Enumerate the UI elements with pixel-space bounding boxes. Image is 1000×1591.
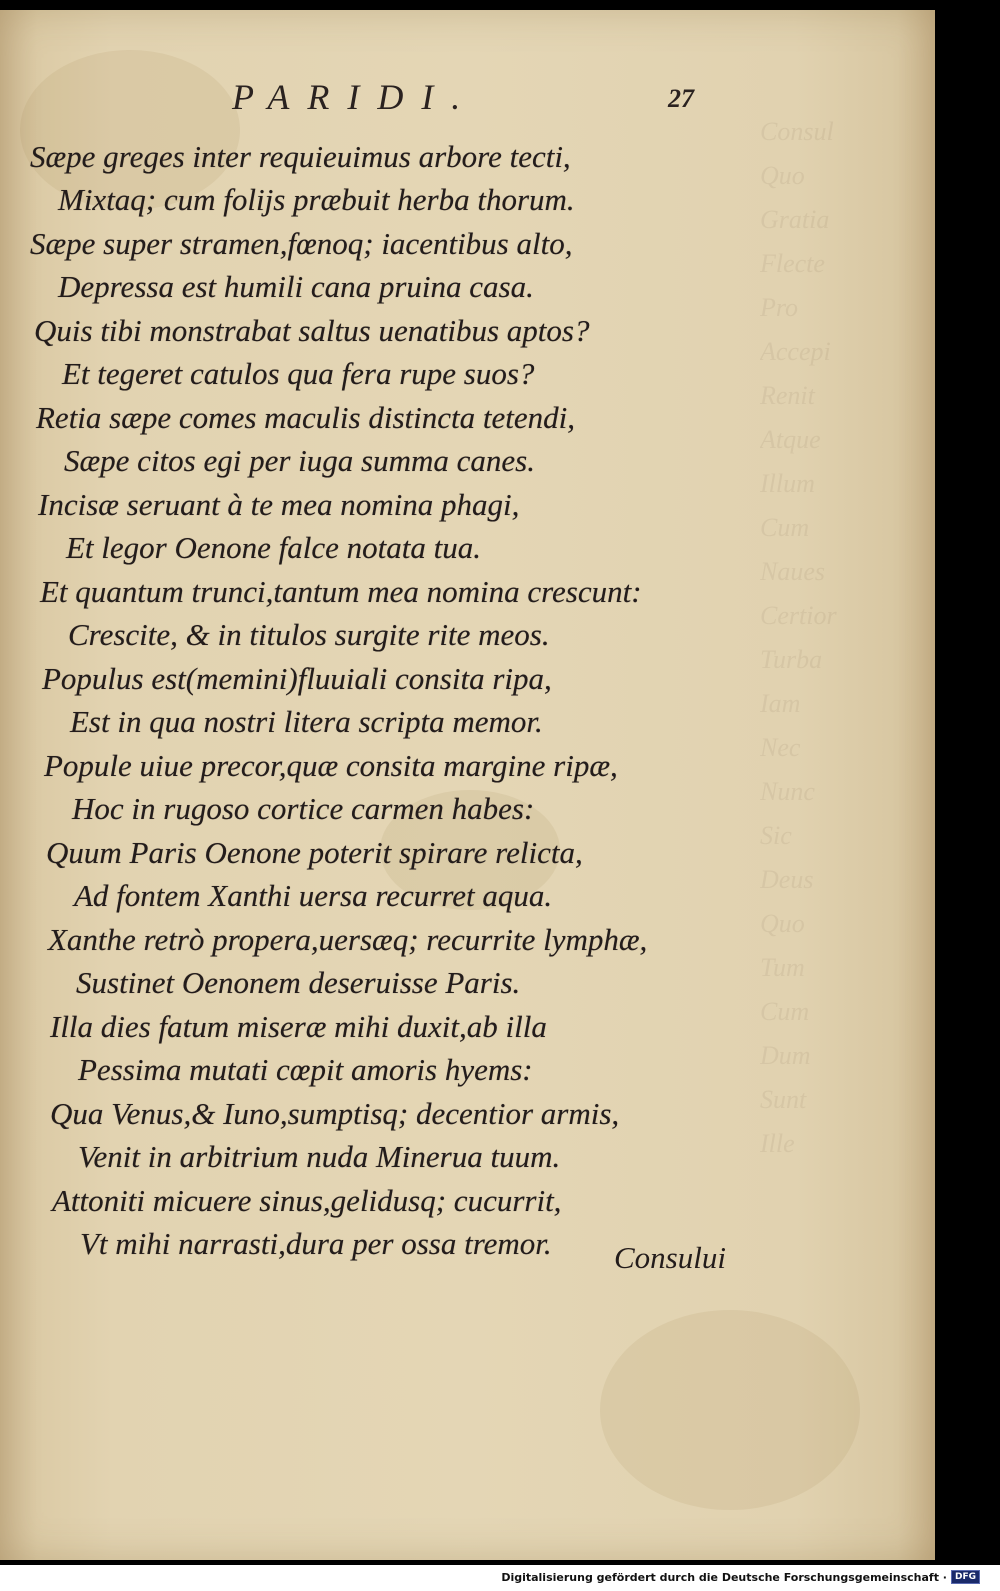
verse-line: Quis tibi monstrabat saltus uenatibus aptos? [34,313,590,348]
verse-line: Xanthe retrò propera,uersæq; recurrite lymphæ, [48,922,648,957]
credit-text: Digitalisierung gefördert durch die Deutsche Forschungsgemeinschaft · [501,1570,947,1584]
verse-line: Sæpe citos egi per iuga summa canes. [64,443,535,478]
running-head: PARIDI. [232,77,479,117]
page-number: 27 [668,84,694,113]
verse-line: Venit in arbitrium nuda Minerua tuum. [78,1139,561,1174]
dfg-logo: DFG [951,1570,980,1584]
verse-line: Attoniti micuere sinus,gelidusq; cucurrit, [52,1183,562,1218]
verse-line: Crescite, & in titulos surgite rite meos. [68,617,550,652]
catchword: Consului [614,1240,726,1275]
verse-line: Pessima mutati cœpit amoris hyems: [78,1052,533,1087]
verse-line: Depressa est humili cana pruina casa. [58,269,534,304]
verse-line: Illa dies fatum miseræ mihi duxit,ab illa [50,1009,547,1044]
verse-line: Ad fontem Xanthi uersa recurret aqua. [74,878,553,913]
verse-line: Sæpe super stramen,fœnoq; iacentibus alto, [30,226,573,261]
verse-line: Et legor Oenone falce notata tua. [66,530,481,565]
verse-line: Sæpe greges inter requieuimus arbore tecti, [30,139,571,174]
verse-line: Retia sæpe comes maculis distincta tetendi, [36,400,575,435]
digitization-credit [501,1570,980,1584]
verse-line: Sustinet Oenonem deseruisse Paris. [76,965,521,1000]
verse-line: Et quantum trunci,tantum mea nomina crescunt: [40,574,642,609]
verse-line: Et tegeret catulos qua fera rupe suos? [62,356,535,391]
verse-line: Vt mihi narrasti,dura per ossa tremor. [80,1226,552,1261]
show-through-texture: Consul Quo Gratia Flecte Pro Accepi Renit Atque Illum Cum Naues Certior Turba Iam Nec Nunc Sic Deus Quo Tum Cum Dum Sunt Ille [760,117,837,1158]
book-page [0,10,935,1560]
paper-stain [600,1310,860,1510]
verse-line: Popule uiue precor,quæ consita margine ripæ, [44,748,618,783]
verse-line: Populus est(memini)fluuiali consita ripa, [42,661,552,696]
verse-line: Qua Venus,& Iuno,sumptisq; decentior armis, [50,1096,620,1131]
verse-line: Quum Paris Oenone poterit spirare relicta, [46,835,583,870]
verse-line: Incisæ seruant à te mea nomina phagi, [38,487,520,522]
verse-line: Hoc in rugoso cortice carmen habes: [72,791,535,826]
verse-line: Mixtaq; cum folijs præbuit herba thorum. [58,182,575,217]
verse-line: Est in qua nostri litera scripta memor. [70,704,543,739]
